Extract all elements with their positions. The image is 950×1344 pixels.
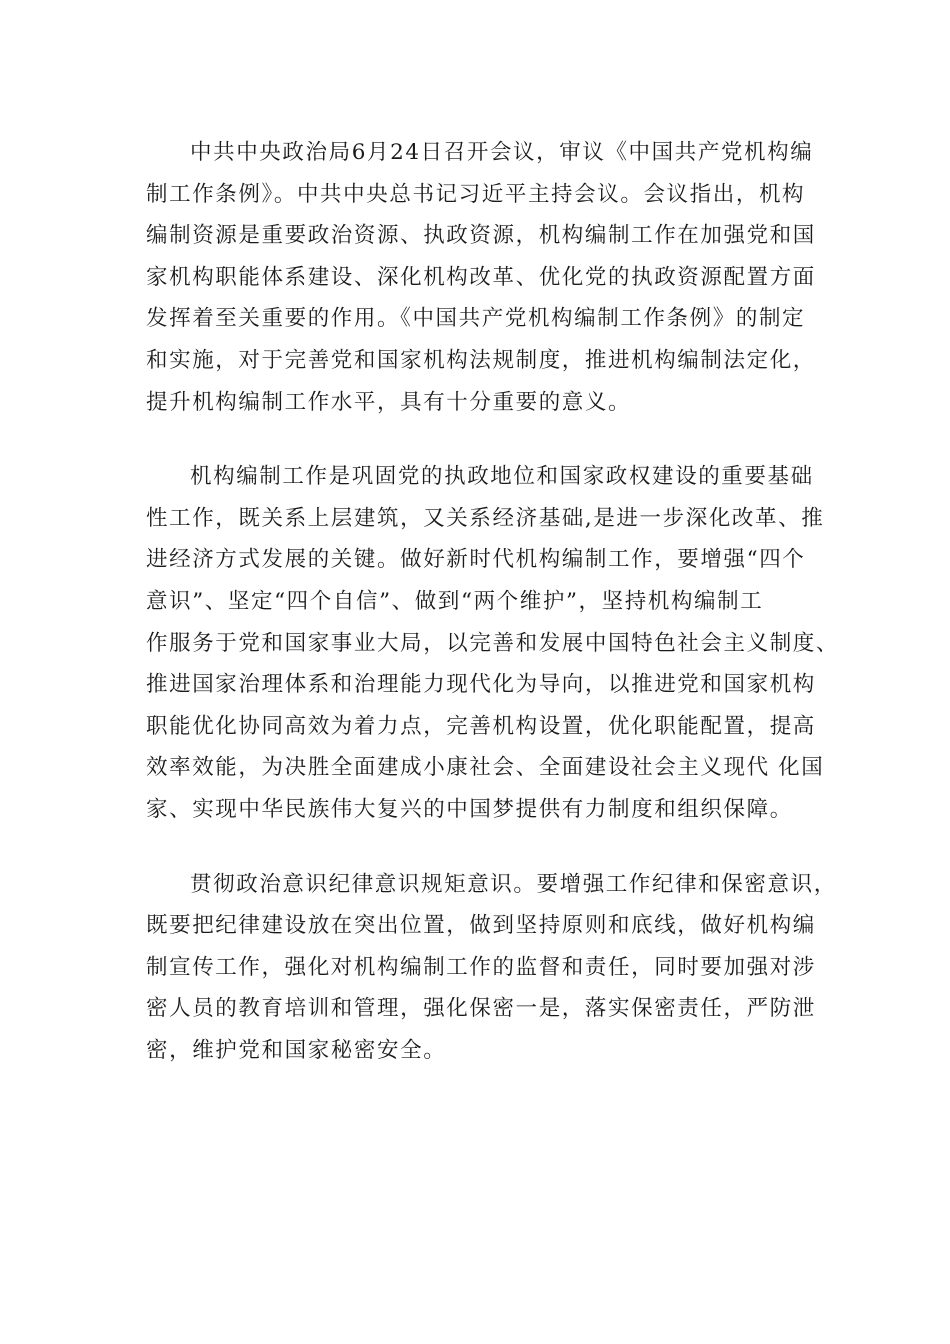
text-line: 密，维护党和国家秘密安全。 [146,1037,447,1063]
text-line: 密人员的教育培训和管理，强化保密一是，落实保密责任，严防泄 [146,996,816,1022]
text-line: 意识”、坚定“四个自信”、做到“两个维护”，坚持机构编制工 [146,588,764,614]
document-body [146,132,840,1104]
text-line: 家机构职能体系建设、深化机构改革、优化党的执政资源配置方面 [146,264,816,290]
text-line: 机构编制工作是巩固党的执政地位和国家政权建设的重要基础 [190,464,814,490]
text-line: 家、实现中华民族伟大复兴的中国梦提供有力制度和组织保障。 [146,796,793,822]
text-line: 效率效能，为决胜全面建成小康社会、全面建设社会主义现代 化国 [146,755,825,781]
text-line: 职能优化协同高效为着力点，完善机构设置，优化职能配置，提高 [146,713,816,739]
paragraph-1 [146,132,816,423]
text-line: 提升机构编制工作水平，具有十分重要的意义。 [146,389,632,415]
text-line: 中共中央政治局6月24日召开会议，审议《中国共产党机构编 [190,140,814,165]
text-line: 性工作，既关系上层建筑，又关系经济基础,是进一步深化改革、推 [146,505,825,531]
text-line: 发挥着至关重要的作用。《中国共产党机构编制工作条例》的制定 [146,306,806,332]
text-line: 作服务于党和国家事业大局，以完善和发展中国特色社会主义制度、 [146,630,840,656]
text-line: 贯彻政治意识纪律意识规矩意识。要增强工作纪律和保密意识， [190,871,837,897]
text-line: 既要把纪律建设放在突出位置，做到坚持原则和底线，做好机构编 [146,913,816,939]
paragraph-2 [146,456,840,830]
text-line: 推进国家治理体系和治理能力现代化为导向，以推进党和国家机构 [146,672,816,698]
text-line: 进经济方式发展的关键。做好新时代机构编制工作，要增强“四个 [146,547,806,573]
text-line: 编制资源是重要政治资源、执政资源，机构编制工作在加强党和国 [146,223,816,249]
text-line: 制宣传工作，强化对机构编制工作的监督和责任，同时要加强对涉 [146,954,816,980]
text-line: 和实施，对于完善党和国家机构法规制度，推进机构编制法定化， [146,347,816,373]
text-line: 制工作条例》。中共中央总书记习近平主持会议。会议指出，机构 [146,181,806,207]
paragraph-3 [146,864,837,1072]
